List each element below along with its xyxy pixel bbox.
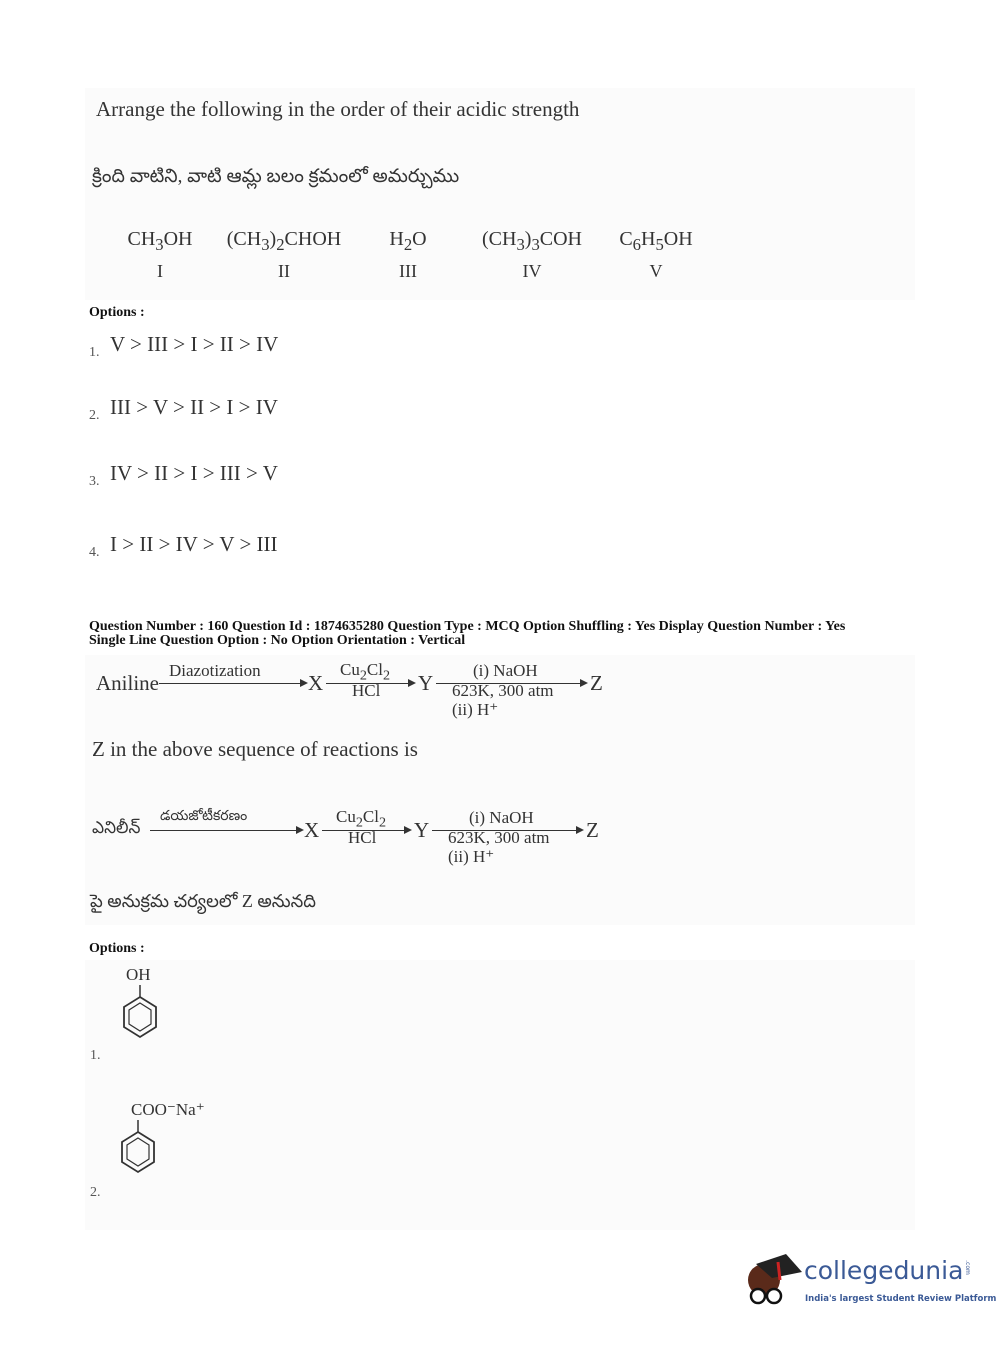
logo-tld: .com [963,1260,971,1275]
reagent-conditions: 623K, 300 atm [448,828,550,847]
option-text: V > III > I > II > IV [110,332,279,356]
reaction-arrow [159,683,306,684]
reaction-start: Aniline [96,671,159,695]
compound-label: I [157,261,163,281]
option-number: 2. [89,408,100,423]
logo-wordmark: collegedunia [804,1256,964,1285]
benzene-ring-icon [108,985,158,1050]
reagent-naoh: (i) NaOH [469,808,534,827]
reaction-arrow [150,830,302,831]
option-number: 4. [89,545,100,560]
benzene-ring-icon [108,1120,158,1185]
option-number: 3. [89,474,100,489]
compound-formula: $CH_3OH$ [127,228,193,254]
logo-tagline: India's largest Student Review Platform [805,1294,997,1304]
reagent-step1: Diazotization [169,661,261,680]
question-160-text-te: పై అనుక్రమ చర్యలలో Z అనునది [90,891,316,911]
options-label-160: Options : [89,941,145,956]
reagent-naoh: (i) NaOH [473,661,538,680]
reagent-acid: (ii) H⁺ [452,700,499,719]
reagent-cu2cl2: $Cu_2Cl_2$ [340,660,391,684]
option-number: 1. [89,345,100,360]
option-text: I > II > IV > V > III [110,532,278,556]
compound-label: IV [522,261,542,281]
option-1-group: OH [126,965,151,984]
compound-formula: $(CH_3)_2CHOH$ [226,228,342,254]
collegedunia-logo[interactable] [742,1250,997,1315]
reaction-start: ఎనిలీన్ [92,818,141,837]
question-meta: Question Number : 160 Question Id : 1874635280 Question Type : MCQ Option Shuffling : Yes Display Question Number : Yes [89,619,846,634]
reagent-hcl: HCl [348,828,377,847]
reagent-conditions: 623K, 300 atm [452,681,554,700]
intermediate-y: Y [414,818,430,842]
intermediate-x: X [308,671,324,695]
question-160-text-en: Z in the above sequence of reactions is [92,737,418,761]
product-z: Z [586,818,599,842]
compound-formula: $H_2O$ [389,228,427,254]
question-text-te: క్రింది వాటిని, వాటి ఆమ్ల బలం క్రమంలో అమర్చుము [92,166,460,187]
reagent-hcl: HCl [352,681,381,700]
option-text: IV > II > I > III > V [110,461,278,485]
compound-label: III [399,261,417,281]
intermediate-x: X [304,818,320,842]
option-text: III > V > II > I > IV [110,395,278,419]
option-2-number: 2. [90,1185,101,1200]
options-label: Options : [89,305,145,320]
compound-formula: $C_6H_5OH$ [619,228,693,254]
option-2-group: COO⁻Na⁺ [131,1100,205,1119]
compound-label: V [649,261,663,281]
option-1-number: 1. [90,1048,101,1063]
intermediate-y: Y [418,671,434,695]
mascot-icon [742,1250,802,1312]
question-meta-2: Single Line Question Option : No Option Orientation : Vertical [89,633,466,648]
reagent-step1: డయజోటీకరణం [160,809,248,824]
compound-label: II [278,261,290,281]
reagent-acid: (ii) H⁺ [448,847,495,866]
compound-formula: $(CH_3)_3COH$ [481,228,582,254]
product-z: Z [590,671,603,695]
question-text-en: Arrange the following in the order of their acidic strength [96,97,580,121]
reagent-cu2cl2: $Cu_2Cl_2$ [336,807,387,831]
options-160-image [85,960,915,1230]
